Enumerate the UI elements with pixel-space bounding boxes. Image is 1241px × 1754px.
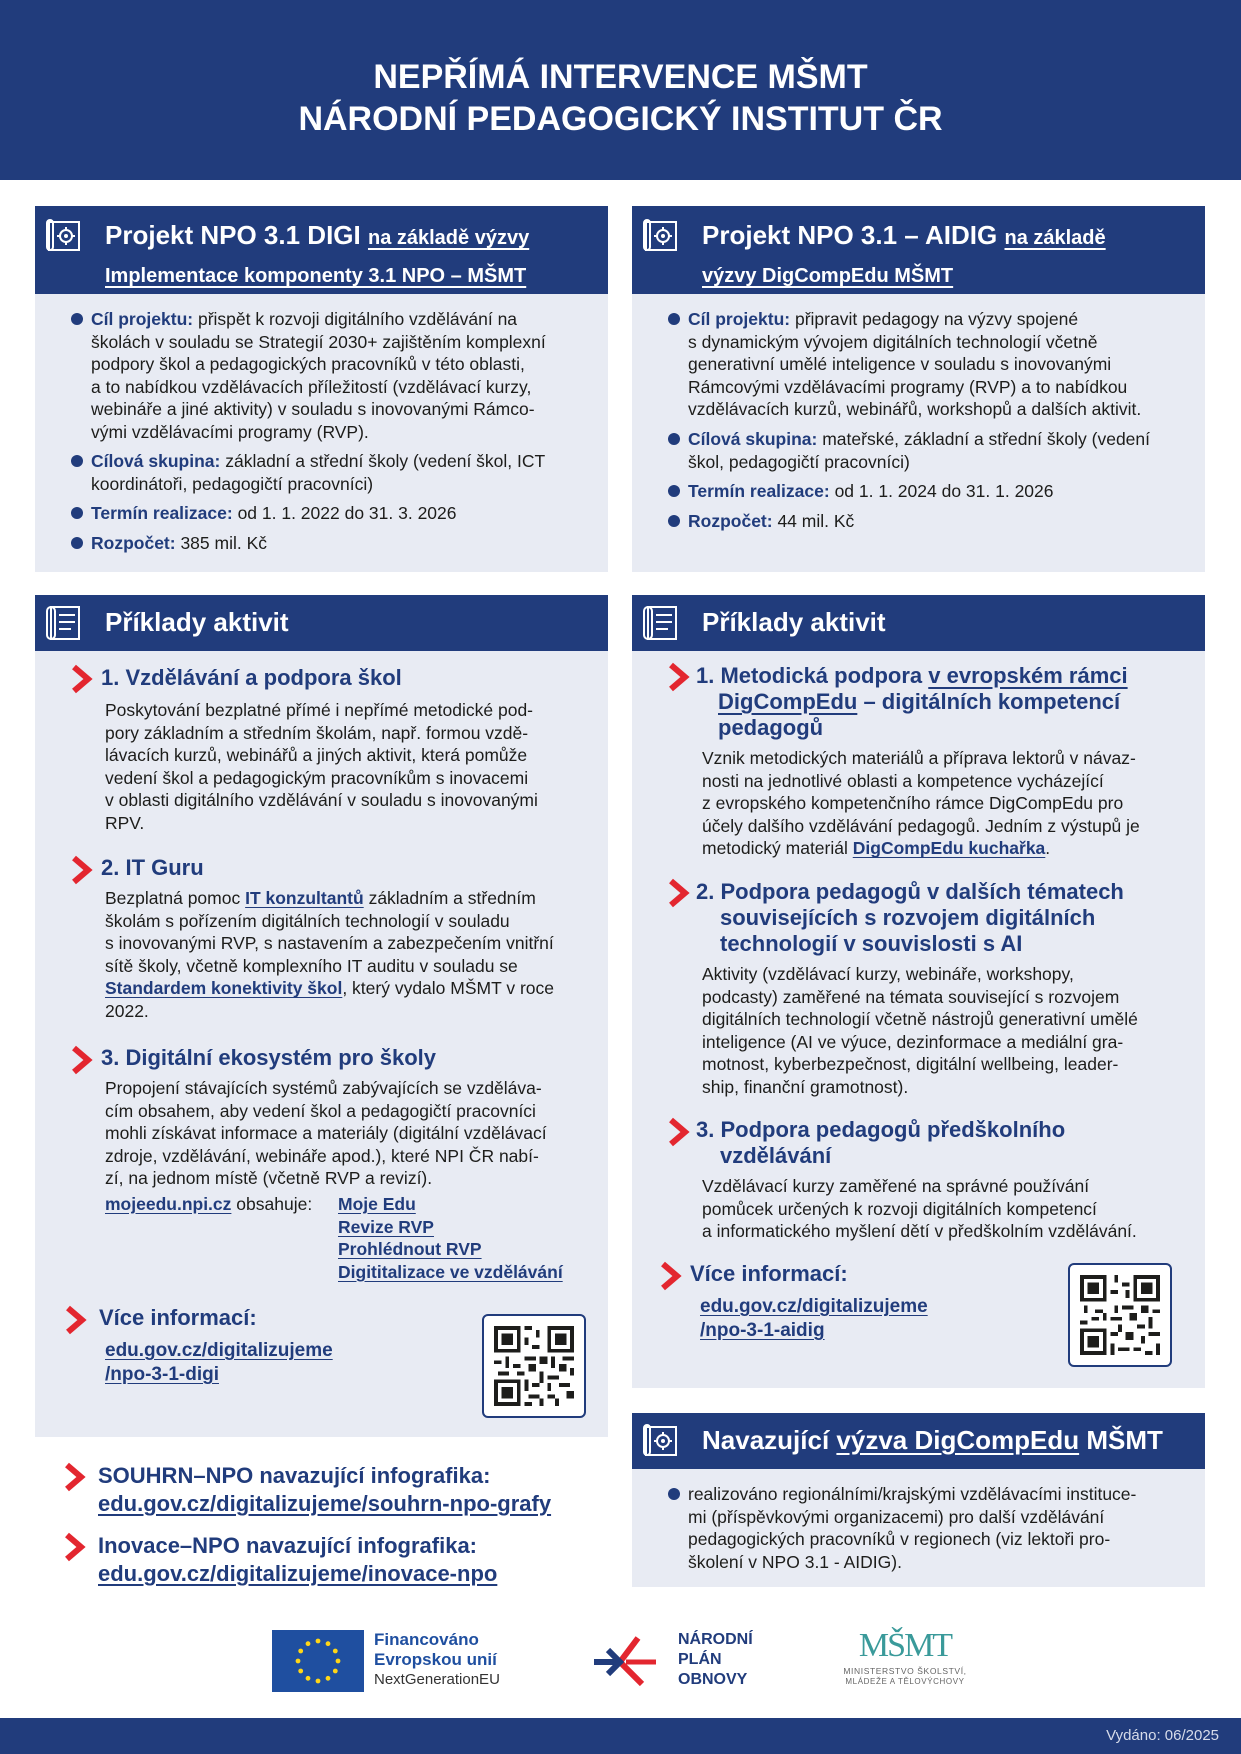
- r-activity-2-text: [702, 963, 1197, 1099]
- mojeedu-sub-links: [338, 1193, 563, 1283]
- infographic-1-label: SOUHRN–NPO navazující infografika:: [98, 1463, 491, 1488]
- text-line: 2022.: [105, 1000, 149, 1021]
- digitalizace-link[interactable]: Digititalizace ve vzdělávání: [338, 1261, 563, 1282]
- aidig-goal-line: generativní umělé inteligence v souladu s inovovanými: [688, 354, 1112, 375]
- europe-frame-link[interactable]: v evropském rámci: [928, 663, 1128, 688]
- text-line: Aktivity (vzdělávací kurzy, webináře, workshopy,: [702, 964, 1074, 984]
- eu-star: [326, 1641, 331, 1646]
- eu-line-2: Evropskou unií: [374, 1650, 497, 1669]
- digi-goal-label: Cíl projektu:: [91, 309, 194, 329]
- title-part: MŠMT: [1079, 1425, 1163, 1455]
- npo-line-3: OBNOVY: [678, 1671, 748, 1688]
- followup-panel: [632, 1413, 1205, 1587]
- text-line: podcasty) zaměřené na témata související s rozvojem: [702, 986, 1120, 1007]
- digi-term-label: Termín realizace:: [91, 503, 233, 523]
- aidig-target-line: škol, pedagogičtí pracovníci): [688, 451, 910, 472]
- text-line: a informatického myšlení dětí v předškolním vzdělávání.: [702, 1221, 1137, 1242]
- qr-code-digi[interactable]: [482, 1314, 586, 1418]
- digi-goal-line: vými vzdělávacími programy (RVP).: [91, 421, 369, 442]
- text-line: zdroje, vzdělávání, webináře apod.), které NPI ČR nabí-: [105, 1145, 539, 1166]
- text-line: nosti na jednotlivé oblasti a kompetence vycházející: [702, 770, 1104, 791]
- text-line: inteligence (AI ve výuce, dezinformace a mediální gra-: [702, 1031, 1124, 1052]
- npo-line-2: PLÁN: [678, 1651, 722, 1668]
- text-line: zí, na jednom místě (včetně RVP a revizí).: [105, 1168, 433, 1189]
- text-line: RPV.: [105, 812, 145, 833]
- activities-left-header: [35, 595, 608, 651]
- it-consultants-link[interactable]: IT konzultantů: [245, 888, 364, 908]
- text-line: mi (příspěvkovými organizacemi) pro další vzdělávání: [688, 1506, 1105, 1527]
- title-part: 3. Podpora pedagogů předškolního: [696, 1117, 1066, 1142]
- more-info-right-links: [700, 1295, 928, 1343]
- digi-budget-label: Rozpočet:: [91, 533, 176, 553]
- more-info-left-label: Více informací:: [99, 1305, 257, 1330]
- eu-star: [306, 1676, 311, 1681]
- text-line: Propojení stávajících systémů zabývajících se vzděláva-: [105, 1078, 542, 1098]
- digi-goal-line: přispět k rozvoji digitálního vzdělávání na: [197, 309, 518, 329]
- aidig-goal-line: Rámcovými vzdělávacími programy (RVP) a to nabídkou: [688, 376, 1128, 397]
- text-line: motnost, kyberbezpečnost, digitální wellbeing, leader-: [702, 1054, 1119, 1075]
- checklist-icon: [45, 603, 85, 643]
- activity-3-text: [105, 1077, 600, 1190]
- npo-star-icon: [590, 1628, 662, 1694]
- text-line: mohli získávat informace a materiály (digitální vzdělávací: [105, 1123, 547, 1144]
- eu-star: [336, 1659, 341, 1664]
- title-part: – digitálních kompetencí: [857, 689, 1121, 714]
- aidig-budget-value: 44 mil. Kč: [777, 511, 855, 531]
- mojeedu-row: [105, 1193, 312, 1216]
- eu-logo: [272, 1630, 522, 1692]
- npo-logo: [590, 1628, 770, 1694]
- digcompedu-link[interactable]: DigCompEdu: [718, 689, 858, 714]
- activity-3-title: 3. Digitální ekosystém pro školy: [101, 1045, 437, 1070]
- text-line: Vzdělávací kurzy zaměřené na správné používání: [702, 1176, 1090, 1196]
- aidig-title-call: na základě: [1004, 227, 1106, 249]
- activities-left-panel: [35, 595, 608, 1437]
- infographic-1: [98, 1462, 551, 1518]
- title-part: souvisejících s rozvojem digitálních: [720, 905, 1096, 930]
- digi-target: [91, 450, 591, 495]
- digcompedu-call-link[interactable]: výzva DigCompEdu: [836, 1425, 1080, 1455]
- chevron-right-icon: [666, 1117, 692, 1147]
- text-line: Poskytování bezplatné přímé i nepřímé metodické pod-: [105, 700, 533, 720]
- chevron-right-icon: [69, 664, 95, 694]
- digi-target-label: Cílová skupina:: [91, 451, 221, 471]
- eu-line-1: Financováno: [374, 1630, 479, 1649]
- msmt-logo: [830, 1626, 980, 1696]
- text-line: vedení škol a pedagogickým pracovníkům s inovacemi: [105, 767, 529, 788]
- checklist-icon: [642, 603, 682, 643]
- mojeedu-link[interactable]: mojeedu.npi.cz: [105, 1194, 232, 1214]
- more-info-digi-link[interactable]: edu.gov.cz/digitalizujeme: [105, 1340, 333, 1361]
- digi-goal-line: podpory škol a pedagogických pracovníků v této oblasti,: [91, 354, 525, 375]
- infographic-1-link[interactable]: edu.gov.cz/digitalizujeme/souhrn-npo-grafy: [98, 1491, 552, 1516]
- followup-title: [702, 1425, 1163, 1456]
- chevron-right-icon: [63, 1305, 89, 1335]
- blueprint-gear-icon: [642, 216, 682, 256]
- digi-target-line: základní a střední školy (vedení škol, ICT: [225, 451, 546, 471]
- aidig-budget-label: Rozpočet:: [688, 511, 773, 531]
- eu-star: [316, 1639, 321, 1644]
- aidig-goal-line: připravit pedagogy na výzvy spojené: [794, 309, 1079, 329]
- chevron-right-icon: [69, 855, 95, 885]
- eu-flag-icon: [272, 1630, 364, 1692]
- aidig-goal-line: s dynamickým vývojem digitálních technologií včetně: [688, 331, 1098, 352]
- eu-star: [326, 1676, 331, 1681]
- contains-label: obsahuje:: [236, 1194, 313, 1214]
- text-line: , který vydalo MŠMT v roce: [342, 978, 554, 999]
- text-line: sítě školy, včetně komplexního IT auditu v souladu se: [105, 955, 518, 976]
- text-line: realizováno regionálními/krajskými vzdělávacími institucе-: [688, 1484, 1137, 1504]
- digi-term-value: od 1. 1. 2022 do 31. 3. 2026: [237, 503, 457, 523]
- activity-1-text: [105, 699, 595, 835]
- eu-star: [316, 1679, 321, 1684]
- activity-1-title: 1. Vzdělávání a podpora škol: [101, 665, 402, 690]
- aidig-project-panel: [632, 206, 1205, 572]
- eu-line-3: NextGenerationEU: [374, 1671, 500, 1688]
- chevron-right-icon: [62, 1462, 88, 1492]
- aidig-title: Projekt NPO 3.1 – AIDIG: [702, 220, 998, 250]
- digi-title-call-2: Implementace komponenty 3.1 NPO – MŠMT: [105, 265, 527, 287]
- qr-code-aidig[interactable]: [1068, 1263, 1172, 1367]
- eu-star: [298, 1649, 303, 1654]
- aidig-goal-label: Cíl projektu:: [688, 309, 791, 329]
- msmt-mark: MŠMT: [858, 1627, 952, 1664]
- qr-code-icon: [1080, 1275, 1160, 1355]
- text-line: v oblasti digitálního vzdělávání v souladu s inovovanými: [105, 790, 538, 811]
- moje-edu-link[interactable]: Moje Edu: [338, 1194, 416, 1214]
- title-part: Navazující: [702, 1425, 837, 1455]
- more-info-aidig-link[interactable]: edu.gov.cz/digitalizujeme: [700, 1296, 928, 1317]
- digi-target-line: koordinátoři, pedagogičtí pracovníci): [91, 473, 374, 494]
- infographic-2-label: Inovace–NPO navazující infografika:: [98, 1533, 478, 1558]
- blueprint-gear-icon: [45, 216, 85, 256]
- text-line: základním a středním: [363, 888, 536, 908]
- eu-star: [296, 1659, 301, 1664]
- page-header: [0, 0, 1241, 180]
- text-line: ship, finanční gramotnost).: [702, 1076, 909, 1097]
- activity-2-title: 2. IT Guru: [101, 855, 204, 880]
- footer-bar: [0, 1718, 1241, 1754]
- text-line: .: [1045, 838, 1051, 859]
- aidig-term-value: od 1. 1. 2024 do 31. 1. 2026: [834, 481, 1054, 501]
- text-line: metodický materiál: [702, 838, 853, 859]
- followup-bullet: [688, 1483, 1193, 1573]
- digcompedu-cookbook-link[interactable]: DigCompEdu kuchařka: [852, 838, 1046, 859]
- more-info-digi-link-2[interactable]: /npo-3-1-digi: [105, 1364, 219, 1385]
- digi-term: [91, 502, 591, 525]
- chevron-right-icon: [69, 1045, 95, 1075]
- digi-goal-line: školách v souladu se Strategií 2030+ zajištěním komplexní: [91, 331, 546, 352]
- aidig-target-label: Cílová skupina:: [688, 429, 818, 449]
- infographic-2-link[interactable]: edu.gov.cz/digitalizujeme/inovace-npo: [98, 1561, 498, 1586]
- r-activity-3-title: [696, 1117, 1065, 1169]
- text-line: Vznik metodických materiálů a příprava lektorů v návaz-: [702, 748, 1136, 768]
- more-info-right-label: Více informací:: [690, 1261, 848, 1286]
- chevron-right-icon: [658, 1261, 684, 1291]
- followup-header: [632, 1413, 1205, 1469]
- eu-star: [298, 1669, 303, 1674]
- qr-code-icon: [494, 1326, 574, 1406]
- r-activity-1-text: [702, 747, 1197, 860]
- r-activity-2-title: [696, 879, 1124, 957]
- digi-goal-line: webináře a jiné aktivity) v souladu s inovovanými Rámco-: [91, 399, 535, 420]
- header-line-1: NEPŘÍMÁ INTERVENCE MŠMT: [373, 58, 868, 96]
- aidig-goal-line: vzdělávacích kurzů, webinářů, workshopů a dalších aktivit.: [688, 399, 1142, 420]
- connectivity-standard-link[interactable]: Standardem konektivity škol: [105, 978, 343, 999]
- eu-star: [333, 1669, 338, 1674]
- digi-budget: [91, 532, 591, 555]
- text-line: digitálních technologií včetně nástrojů generativní umělé: [702, 1009, 1138, 1030]
- title-part: vzdělávání: [720, 1143, 832, 1168]
- eu-star: [333, 1649, 338, 1654]
- activities-left-title: Příklady aktivit: [105, 607, 289, 637]
- activities-right-panel: [632, 595, 1205, 1388]
- aidig-title-call-2: výzvy DigCompEdu MŠMT: [702, 265, 954, 287]
- digi-goal: [91, 308, 591, 444]
- aidig-target-line: mateřské, základní a střední školy (vedení: [822, 429, 1151, 449]
- aidig-term: [688, 480, 1193, 503]
- aidig-budget: [688, 510, 1193, 533]
- text-line: školám s pořízením digitálních technologií v souladu: [105, 910, 510, 931]
- title-part: 1. Metodická podpora: [696, 663, 929, 688]
- r-activity-3-text: [702, 1175, 1197, 1243]
- chevron-right-icon: [62, 1532, 88, 1562]
- chevron-right-icon: [666, 878, 692, 908]
- text-line: cím obsahem, aby vedení škol a pedagogičtí pracovníci: [105, 1100, 536, 1121]
- activity-2-text: [105, 887, 595, 1023]
- digi-budget-value: 385 mil. Kč: [180, 533, 268, 553]
- header-line-2: NÁRODNÍ PEDAGOGICKÝ INSTITUT ČR: [298, 100, 943, 138]
- title-part: pedagogů: [718, 715, 824, 740]
- text-line: z evropského kompetenčního rámce DigCompEdu pro: [702, 793, 1124, 814]
- digi-project-panel: [35, 206, 608, 572]
- digi-title: Projekt NPO 3.1 DIGI: [105, 220, 361, 250]
- text-line: školení v NPO 3.1 - AIDIG).: [688, 1551, 902, 1572]
- more-info-aidig-link-2[interactable]: /npo-3-1-aidig: [700, 1320, 825, 1341]
- revize-rvp-link[interactable]: Revize RVP: [338, 1216, 434, 1237]
- text-line: účely dalšího vzdělávání pedagogů. Jedním z výstupů je: [702, 815, 1140, 836]
- r-activity-1-title: [696, 663, 1128, 741]
- aidig-project-header: [632, 206, 1205, 294]
- msmt-line-1: MINISTERSTVO ŠKOLSTVÍ,: [843, 1666, 967, 1676]
- msmt-line-2: MLÁDEŽE A TĚLOVÝCHOVY: [845, 1677, 965, 1686]
- text-line: pory základním a středním školám, např. formou vzdě-: [105, 722, 529, 743]
- activities-right-header: [632, 595, 1205, 651]
- activities-right-title: Příklady aktivit: [702, 607, 886, 637]
- digi-title-call: na základě výzvy: [367, 227, 530, 249]
- title-part: technologií v souvislosti s AI: [720, 931, 1023, 956]
- aidig-goal: [688, 308, 1193, 421]
- issued-date: Vydáno: 06/2025: [1106, 1727, 1219, 1744]
- text-line: pomůcek určených k rozvoji digitálních kompetencí: [702, 1198, 1097, 1219]
- text-line: s inovovanými RVP, s nastavením a zabezpečením vnitřní: [105, 933, 554, 954]
- blueprint-gear-icon: [642, 1421, 682, 1461]
- infographic-2: [98, 1532, 497, 1588]
- aidig-target: [688, 428, 1193, 473]
- text-line: Bezplatná pomoc: [105, 888, 246, 908]
- text-line: pedagogických pracovníků v regionech (viz lektoři pro-: [688, 1529, 1111, 1550]
- prohlednout-rvp-link[interactable]: Prohlédnout RVP: [338, 1239, 482, 1260]
- more-info-left-links: [105, 1339, 333, 1387]
- title-part: 2. Podpora pedagogů v dalších tématech: [696, 879, 1124, 904]
- npo-line-1: NÁRODNÍ: [678, 1631, 753, 1648]
- aidig-term-label: Termín realizace:: [688, 481, 830, 501]
- chevron-right-icon: [666, 662, 692, 692]
- digi-goal-line: a to nabídkou vzdělávacích příležitostí (vzdělávací kurzy,: [91, 376, 532, 397]
- digi-project-header: [35, 206, 608, 294]
- eu-star: [306, 1641, 311, 1646]
- text-line: lávacích kurzů, webinářů a jiných aktivit, která pomůže: [105, 745, 528, 766]
